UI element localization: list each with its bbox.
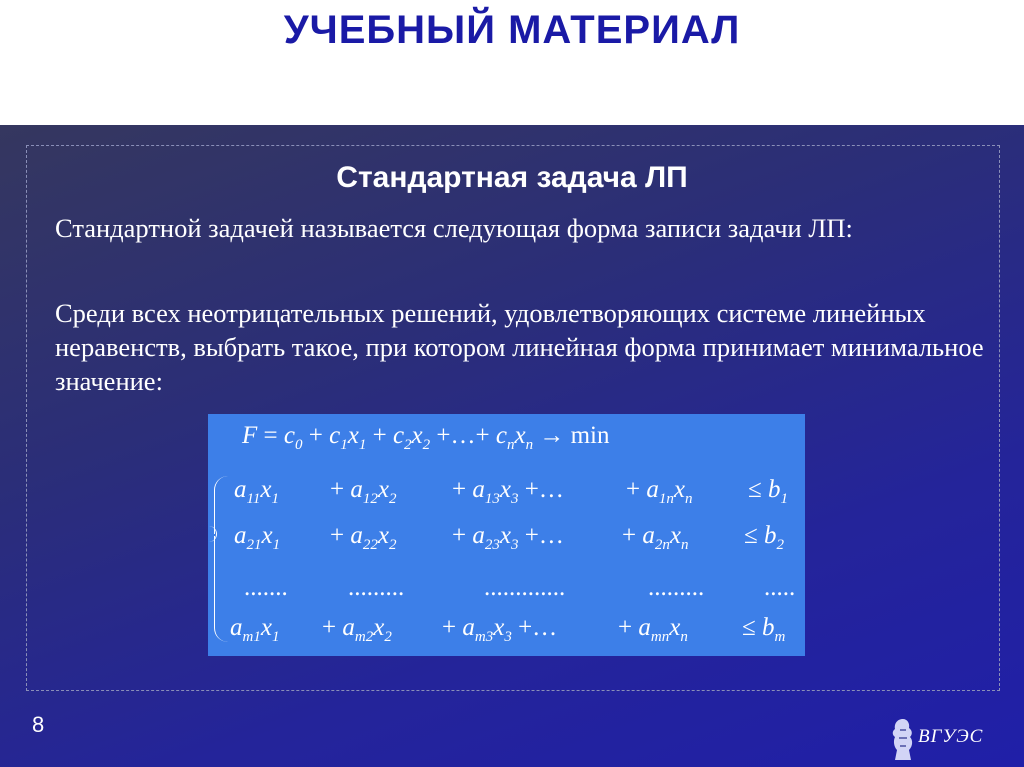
definition-paragraph: Стандартной задачей называется следующая форма записи задачи ЛП: <box>55 213 853 243</box>
university-logo <box>888 716 1008 762</box>
objective-expression: $F = c_0 + c_1x_1 + c_2x_2$ +…+ $c_nx_n \to \min$ <box>242 422 610 453</box>
formula-block <box>208 414 805 656</box>
constraint-row-m: $a_{m1}x_1$ + $a_{m2}x_2$ + $a_{m3}x_3$ +… + $a_{mn}x_n$ ≤ $b_m$ <box>230 614 786 645</box>
header-area <box>0 0 1024 125</box>
description-paragraph: Среди всех неотрицательных решений, удовлетворяющих системе линейных неравенств, выбрать такое, при котором линейная форма принимает минимальное значение: <box>55 298 984 396</box>
constraint-ellipsis-row: ....... ......... ............. ......... ..... <box>244 574 796 601</box>
constraint-row-1: $a_{11}x_1$ + $a_{12}x_2$ + $a_{13}x_3$ +… + $a_{1n}x_n$ ≤ $b_1$ <box>234 476 788 507</box>
objective-function <box>208 422 805 462</box>
page-number: 8 <box>32 712 45 737</box>
page-title: УЧЕБНЫЙ МАТЕРИАЛ <box>283 8 741 52</box>
logo-emblem-icon <box>888 716 918 762</box>
constraint-row-2: $a_{21}x_1$ + $a_{22}x_2$ + $a_{23}x_3$ +… + $a_{2n}x_n$ ≤ $b_2$ <box>234 522 784 553</box>
objective-min: min <box>570 422 610 449</box>
slide-subtitle: Стандартная задача ЛП <box>336 161 688 194</box>
logo-text: ВГУЭС <box>918 726 984 747</box>
